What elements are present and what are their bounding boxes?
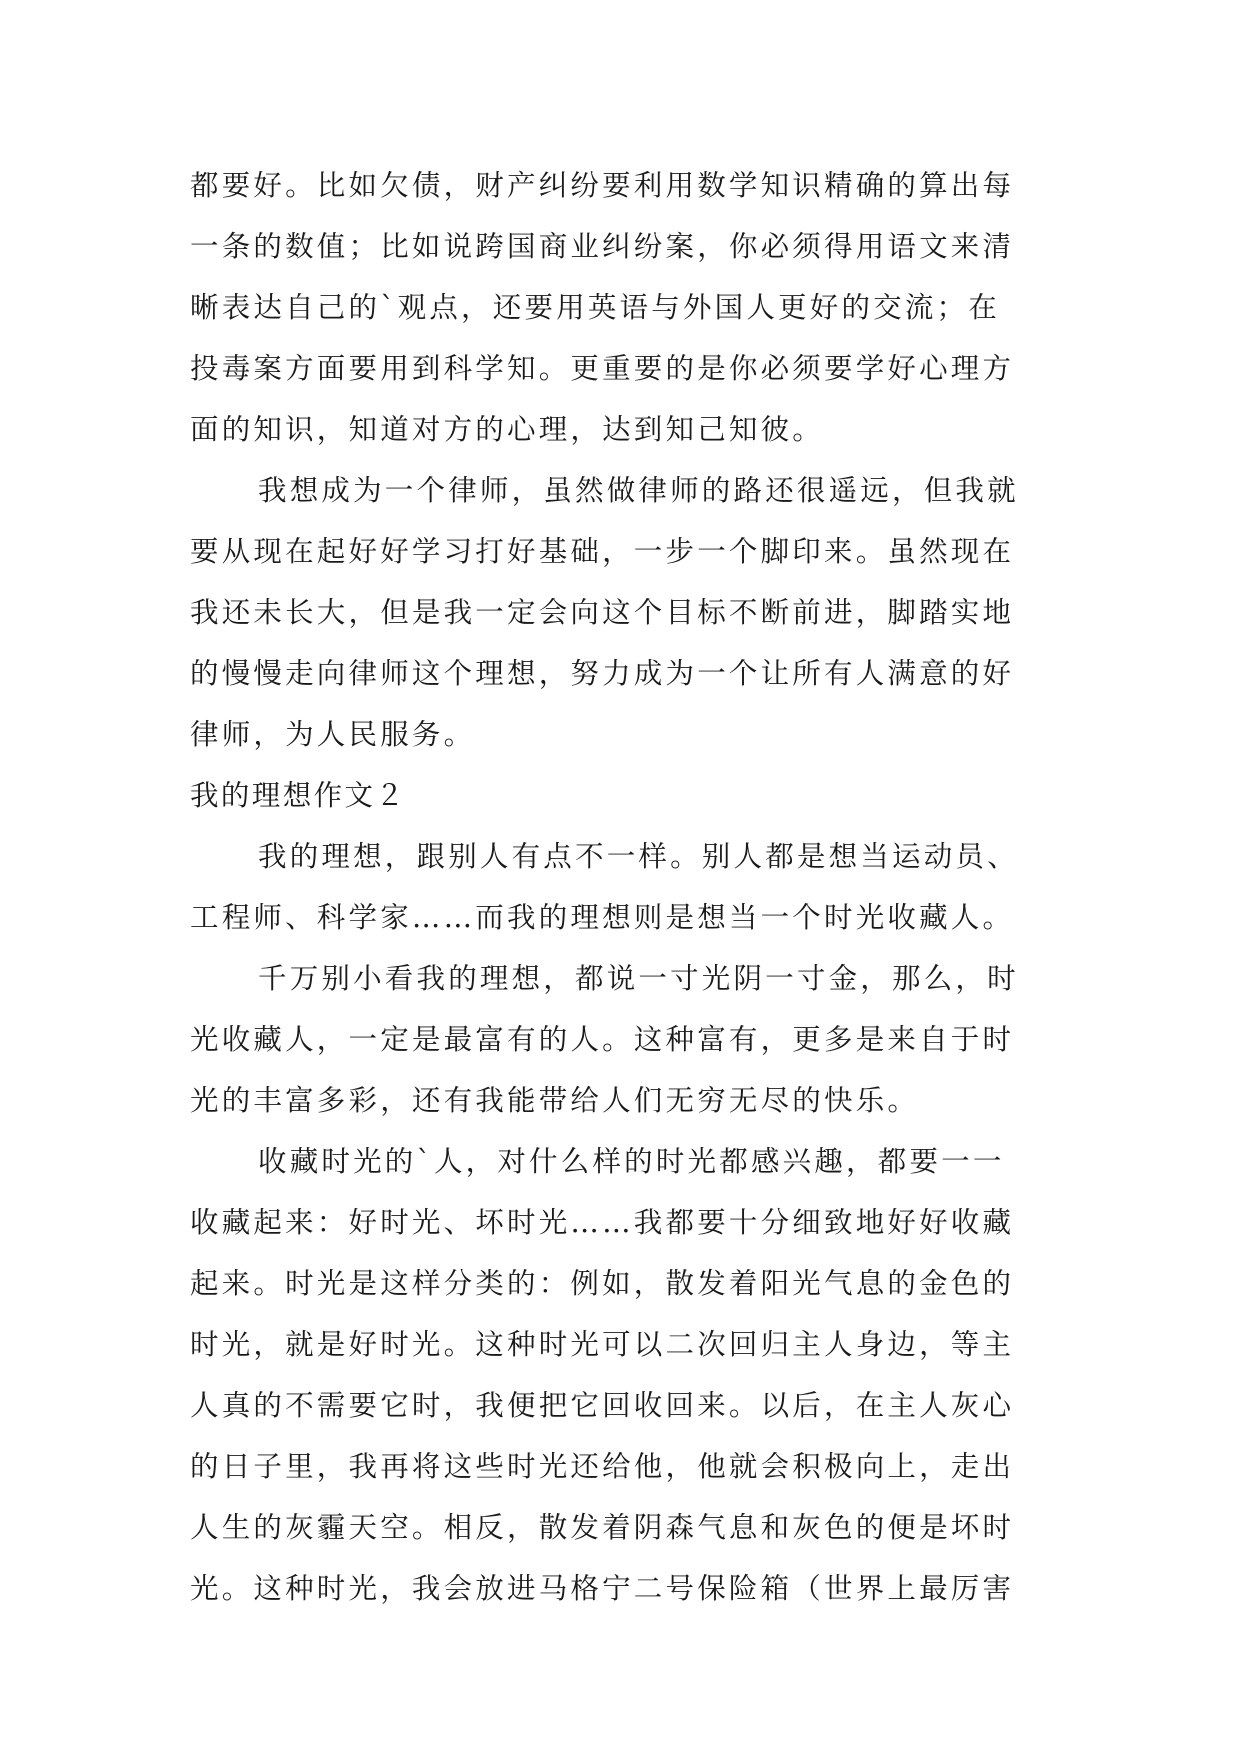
text-line: 收藏时光的`人，对什么样的时光都感兴趣，都要一一 — [258, 1145, 1005, 1178]
text-line: 光的丰富多彩，还有我能带给人们无穷无尽的快乐。 — [190, 1084, 920, 1117]
text-line: 光。这种时光，我会放进马格宁二号保险箱（世界上最厉害 — [190, 1572, 1015, 1605]
text-line: 光收藏人，一定是最富有的人。这种富有，更多是来自于时 — [190, 1023, 1015, 1056]
text-line: 的慢慢走向律师这个理想，努力成为一个让所有人满意的好 — [190, 657, 1015, 690]
text-line: 工程师、科学家……而我的理想则是想当一个时光收藏人。 — [190, 901, 1015, 934]
document-page — [190, 155, 1056, 1619]
text-line: 面的知识，知道对方的心理，达到知己知彼。 — [190, 413, 825, 446]
text-line: 人生的灰霾天空。相反，散发着阴森气息和灰色的便是坏时 — [190, 1511, 1015, 1544]
text-line: 我想成为一个律师，虽然做律师的路还很遥远，但我就 — [258, 474, 1019, 507]
text-line: 一条的数值；比如说跨国商业纠纷案，你必须得用语文来清 — [190, 230, 1015, 263]
text-line: 要从现在起好好学习打好基础，一步一个脚印来。虽然现在 — [190, 535, 1015, 568]
text-line: 人真的不需要它时，我便把它回收回来。以后，在主人灰心 — [190, 1389, 1015, 1422]
text-line: 收藏起来：好时光、坏时光……我都要十分细致地好好收藏 — [190, 1206, 1015, 1239]
text-line: 投毒案方面要用到科学知。更重要的是你必须要学好心理方 — [190, 352, 1015, 385]
text-line: 时光，就是好时光。这种时光可以二次回归主人身边，等主 — [190, 1328, 1015, 1361]
text-line: 我的理想，跟别人有点不一样。别人都是想当运动员、 — [258, 840, 1019, 873]
text-line: 千万别小看我的理想，都说一寸光阴一寸金，那么，时 — [258, 962, 1019, 995]
text-line: 我还未长大，但是我一定会向这个目标不断前进，脚踏实地 — [190, 596, 1015, 629]
text-line: 晰表达自己的`观点，还要用英语与外国人更好的交流；在 — [190, 291, 1000, 324]
text-line: 律师，为人民服务。 — [190, 718, 476, 751]
section-heading: 我的理想作文２ — [190, 779, 407, 812]
text-line: 都要好。比如欠债，财产纠纷要利用数学知识精确的算出每 — [190, 169, 1015, 202]
text-line: 起来。时光是这样分类的：例如，散发着阳光气息的金色的 — [190, 1267, 1015, 1300]
text-line: 的日子里，我再将这些时光还给他，他就会积极向上，走出 — [190, 1450, 1015, 1483]
